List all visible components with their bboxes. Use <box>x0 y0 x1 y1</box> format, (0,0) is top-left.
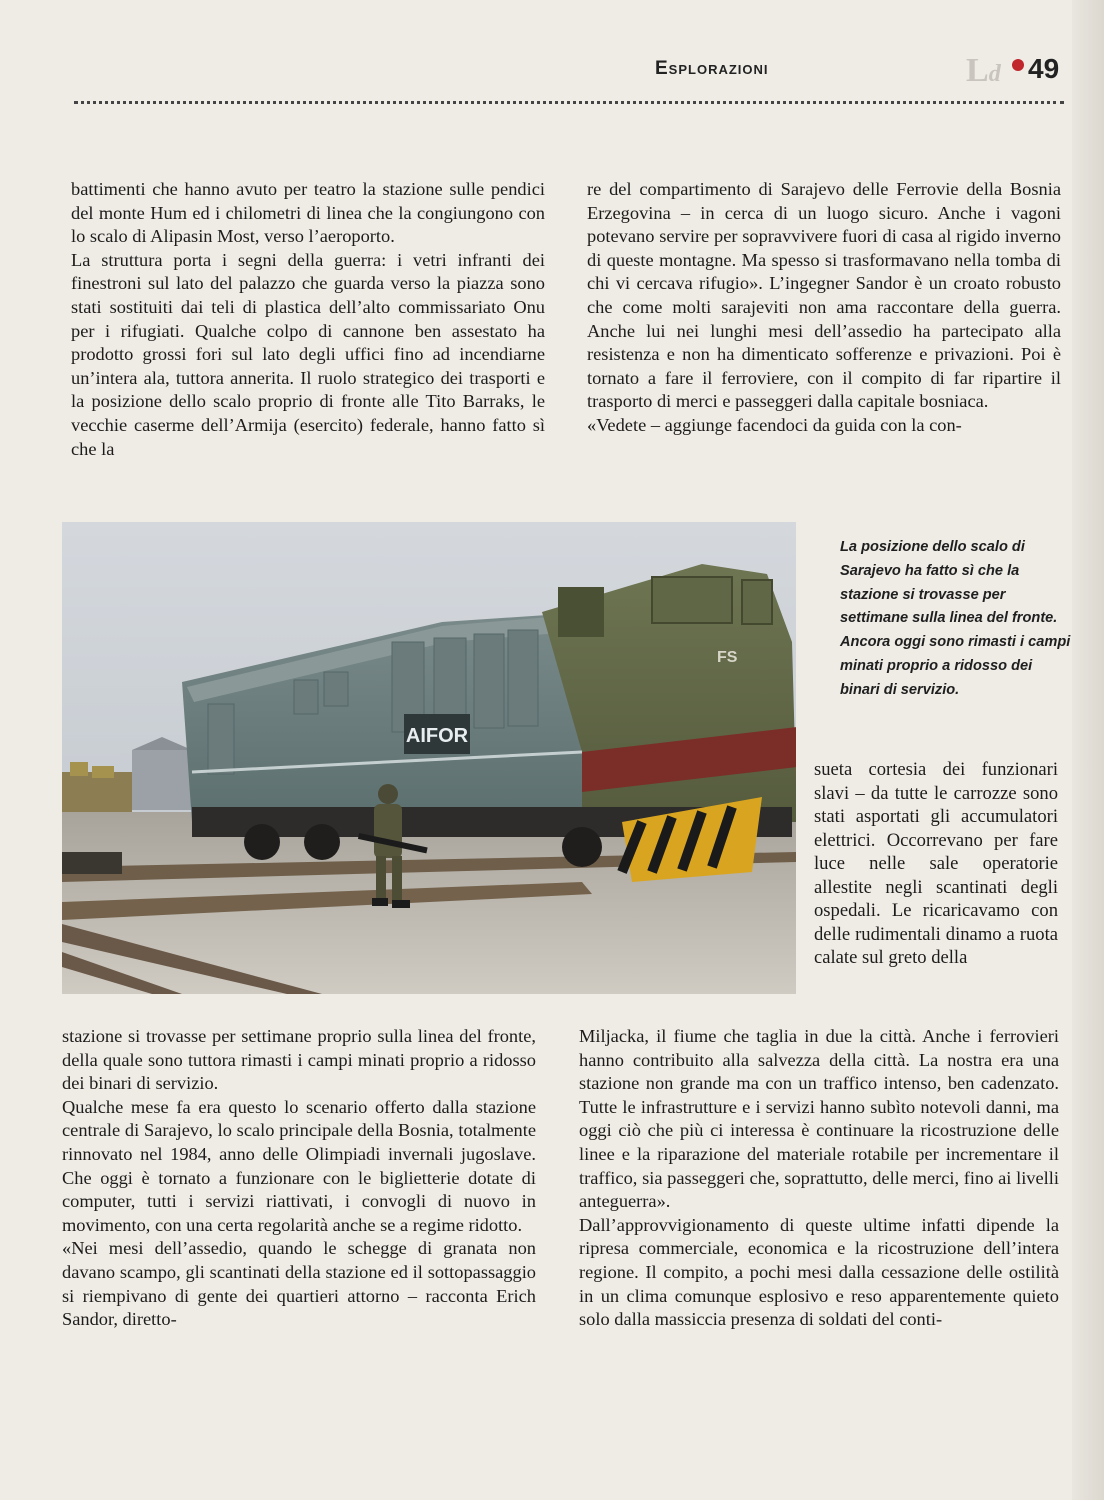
paragraph: Miljacka, il fiume che taglia in due la città. Anche i ferrovieri hanno contribuito alla salvezza della città. La nostra era una stazione non grande ma con un traffico intenso, ben cadenzato. Tutte le infrastrutture e i servizi hanno subìto notevoli danni, ma oggi ciò che più ci interessa è continuare la ricostruzione delle linee e la riparazione del materiale rotabile per incrementare il traffico, sia passeggeri che, soprattutto, delle merci, fino ai livelli anteguerra». <box>579 1026 1059 1212</box>
header-bullet-icon <box>1012 59 1024 71</box>
page-number: 49 <box>1028 53 1060 84</box>
paragraph: re del compartimento di Sarajevo delle Ferrovie della Bosnia Erzegovina – in cerca di un luogo sicuro. Anche i vagoni potevano servire per sopravvivere fuori di casa al rigido inverno di queste montagne. Ma spesso si trasformavano nella tomba di chi vi cercava rifugio». L’ingegner Sandor è un croato robusto che come molti sarajeviti non ama raccontare della guerra. Anche lui nei lunghi mesi dell’assedio ha partecipato alla resistenza e non ha dimenticato sofferenze e privazioni. Poi è tornato a fare il ferroviere, con il compito di far ripartire il trasporto di merci e passeggeri dalla capitale bosniaca. <box>587 179 1061 412</box>
paragraph: sueta cortesia dei funzionari slavi – da tutte le carrozze sono stati asportati gli accumulatori elettrici. Occorrevano per fare luce nelle sale operatorie allestite negli scantinati degli ospedali. Le ricaricavamo con delle rudimentali dinamo a ruota calate sul greto della <box>814 759 1058 968</box>
page-edge-shadow <box>1072 0 1104 1500</box>
paragraph: «Vedete – aggiunge facendoci da guida con la con- <box>587 414 962 435</box>
column-2-bottom <box>579 1025 1059 1332</box>
magazine-logo <box>966 52 1001 90</box>
column-2-top <box>587 178 1061 438</box>
brand-mark: FS <box>717 649 738 666</box>
photo-caption: La posizione dello scalo di Sarajevo ha fatto sì che la stazione si trovasse per settimane sulla linea del fronte. Ancora oggi sono rimasti i campi minati proprio a ridosso dei binari di servizio. <box>840 539 1071 698</box>
paragraph: «Nei mesi dell’assedio, quando le schegge di granata non davano scampo, gli scantinati della stazione ed il sottopassaggio si riempivano di gente dei quartieri attorno – racconta Erich Sandor, diretto- <box>62 1238 536 1330</box>
logo-small: d <box>988 61 1001 87</box>
paragraph: stazione si trovasse per settimane proprio sulla linea del fronte, della quale sono tuttora rimasti i campi minati proprio a ridosso dei binari di servizio. <box>62 1026 536 1094</box>
locomotive-illustration <box>62 522 796 994</box>
header-dotted-rule <box>74 101 1064 104</box>
paragraph: La struttura porta i segni della guerra: i vetri infranti dei finestroni sul lato del palazzo che guarda verso la piazza sono stati sostituiti dai teli di plastica dell’alto commissariato Onu per i rifugiati. Qualche colpo di cannone ben assestato ha prodotto grossi fori sul lato degli uffici fino ad incendiarne un’intera ala, tuttora annerita. Il ruolo strategico dei trasporti e la posizione dello scalo proprio di fronte alle Tito Barraks, le vecchie caserme dell’Armija (esercito) federale, hanno fatto sì che la <box>71 249 545 459</box>
locomotive-photo <box>62 522 796 994</box>
paragraph: battimenti che hanno avuto per teatro la stazione sulle pendici del monte Hum ed i chilometri di linea che la congiungono con lo scalo di Alipasin Most, verso l’aeroporto. <box>71 179 545 247</box>
column-1-top <box>71 178 545 461</box>
paragraph: Qualche mese fa era questo lo scenario offerto dalla stazione centrale di Sarajevo, lo scalo principale della Bosnia, totalmente rinnovato nel 1984, anno delle Olimpiadi invernali jugoslave. Che oggi è tornato a funzionare con le biglietterie dotate di computer, tutti i servizi riattivati, i convogli di nuovo in movimento, con una certa regolarità anche se a regime ridotto. <box>62 1096 536 1235</box>
loco-label: AIFOR <box>405 725 469 747</box>
column-2-middle <box>814 758 1058 970</box>
logo-main: L <box>966 52 989 89</box>
section-title: Esplorazioni <box>655 58 769 79</box>
paragraph: Dall’approvvigionamento di queste ultime infatti dipende la ripresa commerciale, economica e la ricostruzione dell’intera regione. Il compito, a pochi mesi dalla cessazione delle ostilità in un clima comunque esplosivo e reso apparentemente quieto solo dalla massiccia presenza di soldati del conti- <box>579 1214 1059 1330</box>
column-1-bottom <box>62 1025 536 1332</box>
